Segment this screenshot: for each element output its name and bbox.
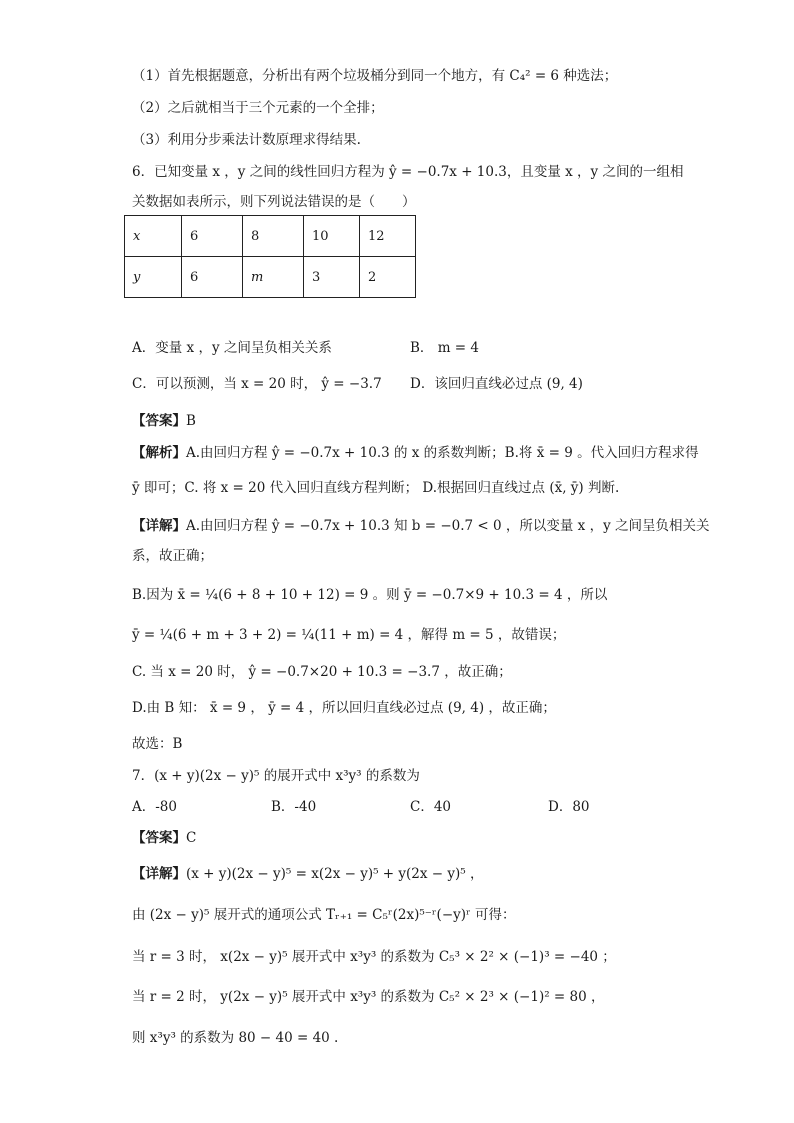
q6-stem-line-1: 6．已知变量 x ，y 之间的线性回归方程为 ŷ = −0.7x + 10.3，且变量 x ，y 之间的一组相 bbox=[132, 164, 684, 180]
table-cell: 8 bbox=[243, 216, 304, 257]
detail-text: A.由回归方程 ŷ = −0.7x + 10.3 知 b = −0.7 < 0 ，所以变量 x ，y 之间呈负相关关 bbox=[186, 518, 710, 534]
answer-value: C bbox=[186, 830, 197, 846]
q7-stem: 7．(x + y)(2x − y)⁵ 的展开式中 x³y³ 的系数为 bbox=[132, 768, 420, 784]
table-cell: 12 bbox=[360, 216, 416, 257]
q6-option-b: B． m = 4 bbox=[410, 340, 479, 356]
detail-tag: 【详解】 bbox=[132, 866, 186, 882]
q7-detail-line-1 bbox=[132, 864, 484, 884]
answer-tag: 【答案】 bbox=[132, 413, 186, 429]
q7-option-a: A．-80 bbox=[132, 799, 177, 815]
table-cell: y bbox=[125, 257, 182, 298]
q7-option-b: B．-40 bbox=[271, 799, 317, 815]
q6-detail-line-3: B.因为 x̄ = ¼(6 + 8 + 10 + 12) = 9 。则 ȳ = −0.7×9 + 10.3 = 4 ，所以 bbox=[132, 587, 608, 603]
detail-tag: 【详解】 bbox=[132, 518, 186, 534]
q6-detail-line-1 bbox=[132, 516, 710, 536]
q6-detail-line-2: 系，故正确； bbox=[132, 548, 213, 564]
table-cell: 6 bbox=[182, 257, 243, 298]
analysis-tag: 【解析】 bbox=[132, 445, 186, 461]
answer-tag: 【答案】 bbox=[132, 830, 186, 846]
analysis-text: A.由回归方程 ŷ = −0.7x + 10.3 的 x 的系数判断；B.将 x̄ = 9 。代入回归方程求得 bbox=[186, 445, 699, 461]
table-cell: m bbox=[243, 257, 304, 298]
q7-detail-line-3: 当 r = 3 时， x(2x − y)⁵ 展开式中 x³y³ 的系数为 C₅³ × 2² × (−1)³ = −40 ； bbox=[132, 949, 616, 965]
q7-option-c: C．40 bbox=[410, 799, 452, 815]
q6-data-table bbox=[124, 215, 416, 298]
q6-answer bbox=[132, 411, 196, 431]
hint-line-3: （3）利用分步乘法计数原理求得结果. bbox=[132, 132, 361, 148]
table-cell: 2 bbox=[360, 257, 416, 298]
table-cell: 10 bbox=[304, 216, 360, 257]
table-row bbox=[125, 216, 416, 257]
table-cell: 6 bbox=[182, 216, 243, 257]
q7-answer bbox=[132, 828, 196, 848]
table-cell: 3 bbox=[304, 257, 360, 298]
q7-detail-line-5: 则 x³y³ 的系数为 80 − 40 = 40 . bbox=[132, 1030, 339, 1046]
q6-option-d: D．该回归直线必过点 (9, 4) bbox=[410, 376, 583, 392]
hint-line-2: （2）之后就相当于三个元素的一个全排； bbox=[132, 100, 384, 116]
detail-text: (x + y)(2x − y)⁵ = x(2x − y)⁵ + y(2x − y)⁵ ， bbox=[186, 866, 484, 882]
q6-analysis-line-2: ȳ 即可；C. 将 x = 20 代入回归直线方程判断； D.根据回归直线过点 (x̄, ȳ) 判断. bbox=[132, 480, 620, 496]
q7-option-d: D．80 bbox=[548, 799, 590, 815]
q6-option-a: A．变量 x ，y 之间呈负相关关系 bbox=[132, 340, 332, 356]
q6-analysis-line-1 bbox=[132, 443, 699, 463]
q6-option-c: C．可以预测，当 x = 20 时， ŷ = −3.7 bbox=[132, 376, 382, 392]
q7-detail-line-4: 当 r = 2 时， y(2x − y)⁵ 展开式中 x³y³ 的系数为 C₅² × 2³ × (−1)² = 80 ， bbox=[132, 989, 605, 1005]
q6-stem-line-2: 关数据如表所示，则下列说法错误的是（ ） bbox=[132, 194, 416, 210]
q7-detail-line-2: 由 (2x − y)⁵ 展开式的通项公式 Tᵣ₊₁ = C₅ʳ(2x)⁵⁻ʳ(−y)ʳ 可得： bbox=[132, 907, 516, 923]
q6-detail-line-5: C. 当 x = 20 时， ŷ = −0.7×20 + 10.3 = −3.7 ，故正确； bbox=[132, 664, 512, 680]
q6-detail-line-4: ȳ = ¼(6 + m + 3 + 2) = ¼(11 + m) = 4 ，解得 m = 5 ，故错误； bbox=[132, 627, 566, 643]
hint-line-1: （1）首先根据题意，分析出有两个垃圾桶分到同一个地方，有 C₄² = 6 种选法； bbox=[132, 68, 618, 84]
answer-value: B bbox=[186, 413, 196, 429]
q6-detail-line-6: D.由 B 知： x̄ = 9 ， ȳ = 4 ，所以回归直线必过点 (9, 4) ，故正确； bbox=[132, 700, 556, 716]
q6-conclusion: 故选：B bbox=[132, 736, 183, 752]
table-row bbox=[125, 257, 416, 298]
table-cell: x bbox=[125, 216, 182, 257]
